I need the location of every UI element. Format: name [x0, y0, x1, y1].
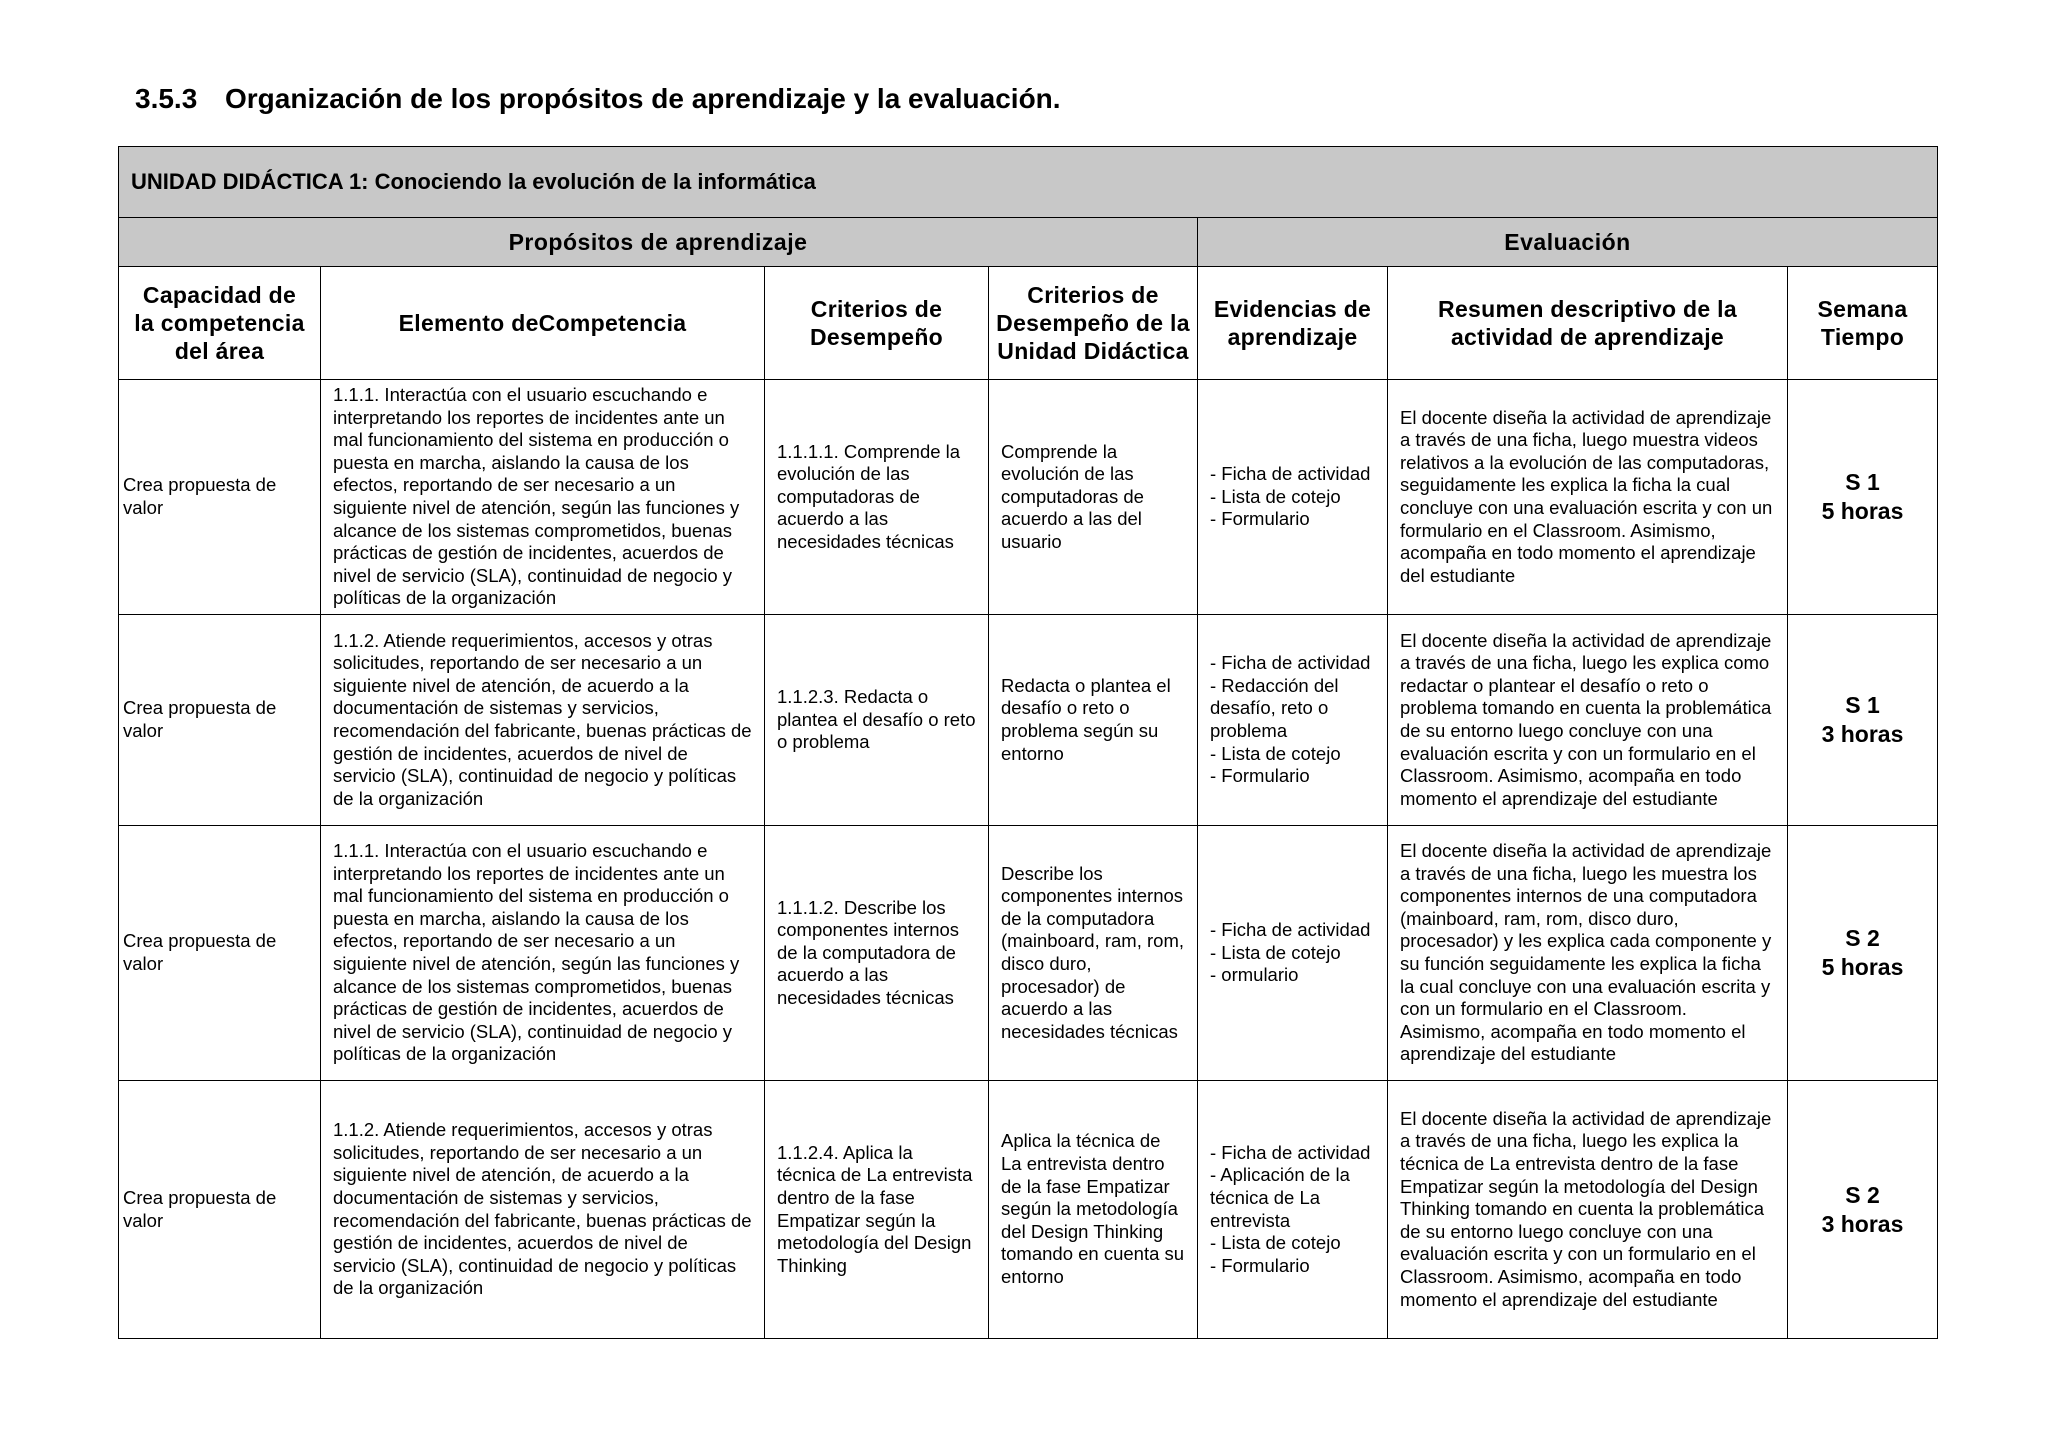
evidencia-item: - ormulario — [1210, 964, 1299, 986]
evaluation-group-header: Evaluación — [1198, 218, 1938, 267]
section-number: 3.5.3 — [135, 83, 198, 114]
hours-label: 5 horas — [1821, 498, 1904, 524]
criterio-cell: 1.1.2.4. Aplica la técnica de La entrevista dentro de la fase Empatizar según la metodología del Design Thinking — [765, 1081, 989, 1339]
evidencias-cell — [1198, 615, 1388, 826]
criterio-unidad-cell: Describe los componentes internos de la computadora (mainboard, ram, rom, disco duro, procesador) de acuerdo a las necesidades técnicas — [989, 826, 1198, 1081]
resumen-cell: El docente diseña la actividad de aprendizaje a través de una ficha, luego les muestra los componentes internos de una computadora (mainboard, ram, rom, disco duro, procesador) y les explica cada componente y su función seguidamente les explica la ficha la cual concluye con una evaluación escrita y con un formulario en el Classroom. Asimismo, acompaña en todo momento el aprendizaje del estudiante — [1388, 826, 1788, 1081]
hours-label: 5 horas — [1821, 954, 1904, 980]
week-label: S 2 — [1845, 925, 1880, 951]
capacidad-cell: Crea propuesta de valor — [119, 380, 321, 615]
capacidad-cell: Crea propuesta de valor — [119, 1081, 321, 1339]
evidencia-item: - Lista de cotejo — [1210, 742, 1341, 764]
semana-cell — [1788, 380, 1938, 615]
criterio-unidad-cell: Redacta o plantea el desafío o reto o problema según su entorno — [989, 615, 1198, 826]
learning-plan-table — [118, 146, 1938, 1339]
capacidad-cell: Crea propuesta de valor — [119, 826, 321, 1081]
elemento-cell: 1.1.2. Atiende requerimientos, accesos y otras solicitudes, reportando de ser necesario a un siguiente nivel de atención, de acuerdo a la documentación de sistemas y servicios, recomendación del fabricante, buenas prácticas de gestión de incidentes, acuerdos de nivel de servicio (SLA), continuidad de negocio y políticas de la organización — [321, 615, 765, 826]
col-header-capacidad: Capacidad de la competencia del área — [119, 267, 321, 380]
table-row — [119, 1081, 1938, 1339]
semana-cell — [1788, 615, 1938, 826]
criterio-unidad-cell: Aplica la técnica de La entrevista dentro de la fase Empatizar según la metodología del Design Thinking tomando en cuenta su entorno — [989, 1081, 1198, 1339]
week-label: S 1 — [1845, 469, 1880, 495]
col-header-criterios-unidad: Criterios de Desempeño de la Unidad Didáctica — [989, 267, 1198, 380]
evidencia-item: - Ficha de actividad — [1210, 652, 1371, 674]
col-header-evidencias: Evidencias de aprendizaje — [1198, 267, 1388, 380]
evidencia-item: - Lista de cotejo — [1210, 1232, 1341, 1254]
col-header-criterios: Criterios de Desempeño — [765, 267, 989, 380]
elemento-cell: 1.1.2. Atiende requerimientos, accesos y otras solicitudes, reportando de ser necesario a un siguiente nivel de atención, de acuerdo a la documentación de sistemas y servicios, recomendación del fabricante, buenas prácticas de gestión de incidentes, acuerdos de nivel de servicio (SLA), continuidad de negocio y políticas de la organización — [321, 1081, 765, 1339]
col-header-elemento: Elemento deCompetencia — [321, 267, 765, 380]
resumen-cell: El docente diseña la actividad de aprendizaje a través de una ficha, luego les explica como redactar o plantear el desafío o reto o problema tomando en cuenta la problemática de su entorno luego concluye con una evaluación escrita y con un formulario en el Classroom. Asimismo, acompaña en todo momento el aprendizaje del estudiante — [1388, 615, 1788, 826]
semana-cell — [1788, 826, 1938, 1081]
criterio-unidad-cell: Comprende la evolución de las computadoras de acuerdo a las del usuario — [989, 380, 1198, 615]
criterio-cell: 1.1.2.3. Redacta o plantea el desafío o reto o problema — [765, 615, 989, 826]
semana-cell — [1788, 1081, 1938, 1339]
week-label: S 2 — [1845, 1181, 1880, 1208]
evidencia-item: - Formulario — [1210, 765, 1310, 787]
evidencia-item: - Aplicación de la técnica de La entrevista — [1210, 1164, 1350, 1231]
resumen-cell: El docente diseña la actividad de aprendizaje a través de una ficha, luego muestra videos relativos a la evolución de las computadoras, seguidamente les explica la ficha la cual concluye con una evaluación escrita y con un formulario en el Classroom. Asimismo, acompaña en todo momento el aprendizaje del estudiante — [1388, 380, 1788, 615]
elemento-cell: 1.1.1. Interactúa con el usuario escuchando e interpretando los reportes de incidentes ante un mal funcionamiento del sistema en producción o puesta en marcha, aislando la causa de los efectos, reportando de ser necesario a un siguiente nivel de atención, según las funciones y alcance de los sistemas comprometidos, buenas prácticas de gestión de incidentes, acuerdos de nivel de servicio (SLA), continuidad de negocio y políticas de la organización — [321, 380, 765, 615]
criterio-cell: 1.1.1.1. Comprende la evolución de las computadoras de acuerdo a las necesidades técnicas — [765, 380, 989, 615]
resumen-cell: El docente diseña la actividad de aprendizaje a través de una ficha, luego les explica la técnica de La entrevista dentro de la fase Empatizar según la metodología del Design Thinking tomando en cuenta la problemática de su entorno luego concluye con una evaluación escrita y con un formulario en el Classroom. Asimismo, acompaña en todo momento el aprendizaje del estudiante — [1388, 1081, 1788, 1339]
hours-label: 3 horas — [1821, 721, 1904, 747]
table-row — [119, 826, 1938, 1081]
purposes-group-header: Propósitos de aprendizaje — [119, 218, 1198, 267]
table-row — [119, 380, 1938, 615]
criterio-cell: 1.1.1.2. Describe los componentes internos de la computadora de acuerdo a las necesidades técnicas — [765, 826, 989, 1081]
elemento-cell: 1.1.1. Interactúa con el usuario escuchando e interpretando los reportes de incidentes ante un mal funcionamiento del sistema en producción o puesta en marcha, aislando la causa de los efectos, reportando de ser necesario a un siguiente nivel de atención, según las funciones y alcance de los sistemas comprometidos, buenas prácticas de gestión de incidentes, acuerdos de nivel de servicio (SLA), continuidad de negocio y políticas de la organización — [321, 826, 765, 1081]
evidencia-item: - Ficha de actividad — [1210, 919, 1371, 941]
unit-header-row — [119, 147, 1938, 218]
table-row — [119, 615, 1938, 826]
evidencia-item: - Lista de cotejo — [1210, 941, 1341, 963]
capacidad-cell: Crea propuesta de valor — [119, 615, 321, 826]
group-header-row — [119, 218, 1938, 267]
evidencia-item: - Ficha de actividad — [1210, 1141, 1371, 1163]
column-header-row — [119, 267, 1938, 380]
evidencia-item: - Lista de cotejo — [1210, 485, 1341, 507]
hours-label: 3 horas — [1821, 1210, 1904, 1237]
section-heading — [135, 83, 1061, 115]
evidencia-item: - Formulario — [1210, 508, 1310, 530]
evidencias-cell — [1198, 1081, 1388, 1339]
evidencias-cell — [1198, 380, 1388, 615]
evidencias-cell — [1198, 826, 1388, 1081]
col-header-semana: Semana Tiempo — [1788, 267, 1938, 380]
section-title: Organización de los propósitos de aprendizaje y la evaluación. — [225, 83, 1061, 114]
week-label: S 1 — [1845, 692, 1880, 718]
evidencia-item: - Ficha de actividad — [1210, 463, 1371, 485]
unit-title: UNIDAD DIDÁCTICA 1: Conociendo la evolución de la informática — [119, 147, 1938, 218]
evidencia-item: - Redacción del desafío, reto o problema — [1210, 674, 1339, 741]
col-header-resumen: Resumen descriptivo de la actividad de aprendizaje — [1388, 267, 1788, 380]
evidencia-item: - Formulario — [1210, 1254, 1310, 1276]
